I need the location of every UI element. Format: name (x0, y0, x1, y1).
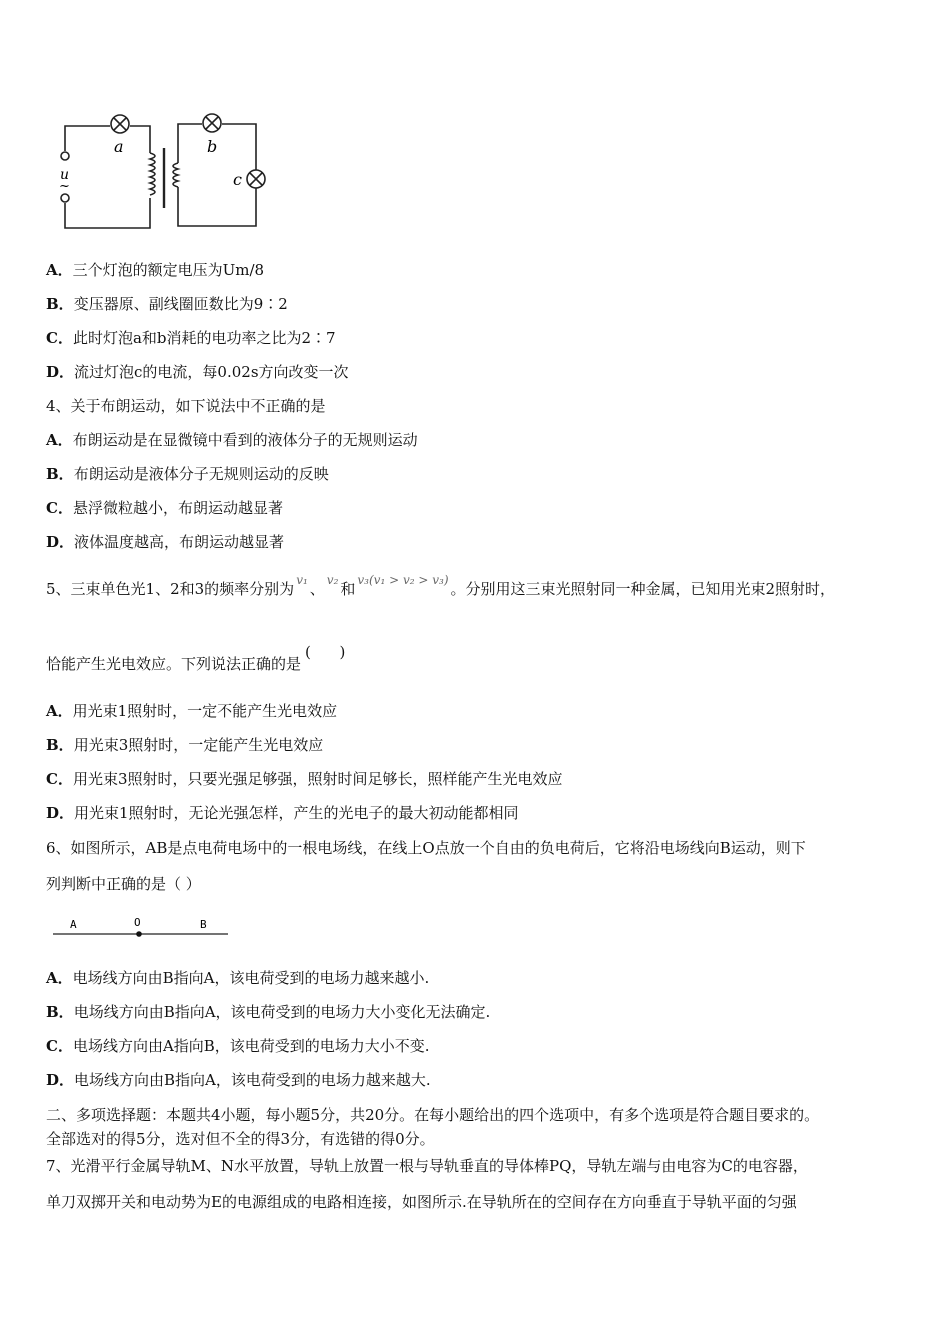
option-text: 电场线方向由B指向A，该电荷受到的电场力大小变化无法确定. (73, 1003, 491, 1021)
option-letter: B． (46, 736, 74, 754)
primary-wire (65, 126, 110, 151)
q5-stem-line1 (46, 573, 836, 600)
terminal-top (61, 152, 69, 160)
q5-stem-part2: 。分别用这三束光照射同一种金属，已知用光束2照射时， (450, 580, 836, 598)
formula-v1: v₁ (296, 573, 308, 587)
q5-stem-line2 (46, 643, 346, 674)
label-a: a (114, 137, 124, 156)
q7-stem-line2: 单刀双掷开关和电动势为E的电源组成的电路相连接，如图所示.在导轨所在的空间存在方向垂直于导轨平面的匀强 (46, 1193, 797, 1211)
q5-sep: 、 (309, 580, 325, 598)
formula-v3: v₃(v₁ > v₂ > v₃) (357, 573, 449, 587)
q6-option-a (46, 968, 429, 988)
q3-option-b (46, 294, 288, 314)
q3-option-d (46, 362, 349, 382)
q6-option-b (46, 1002, 490, 1022)
q4-option-d (46, 532, 284, 552)
option-text: 液体温度越高，布朗运动越显著 (74, 533, 285, 551)
option-letter: C． (46, 770, 73, 788)
q4-option-b (46, 464, 329, 484)
option-letter: D． (46, 533, 75, 551)
q3-option-c (46, 328, 336, 348)
option-letter: B． (46, 295, 74, 313)
answer-blank: ( ) (305, 643, 346, 661)
label-u: u (60, 167, 70, 183)
option-text: 布朗运动是液体分子无规则运动的反映 (73, 465, 329, 483)
option-text: 用光束3照射时，只要光强足够强，照射时间足够长，照样能产生光电效应 (72, 770, 563, 788)
secondary-wire-top (178, 124, 202, 163)
secondary-wire-bottom (178, 187, 256, 226)
primary-wire-bottom (65, 198, 150, 228)
q6-option-d (46, 1070, 431, 1090)
label-A: A (70, 918, 77, 931)
option-letter: B． (46, 465, 74, 483)
label-b: b (207, 137, 218, 156)
q6-stem-line1: 6、如图所示，AB是点电荷电场中的一根电场线，在线上O点放一个自由的负电荷后，它将沿电场线向B运动，则下 (46, 839, 806, 857)
option-letter: A． (46, 969, 73, 987)
option-letter: D． (46, 363, 75, 381)
option-letter: C． (46, 1037, 73, 1055)
option-letter: A． (46, 431, 73, 449)
option-text: 电场线方向由A指向B，该电荷受到的电场力大小不变. (72, 1037, 430, 1055)
option-text: 此时灯泡a和b消耗的电功率之比为2∶7 (72, 329, 336, 347)
q5-option-b (46, 735, 323, 755)
option-text: 电场线方向由B指向A，该电荷受到的电场力越来越小. (72, 969, 430, 987)
q5-option-d (46, 803, 519, 823)
option-text: 电场线方向由B指向A，该电荷受到的电场力越来越大. (74, 1071, 431, 1089)
q5-stem-part1: 5、三束单色光1、2和3的频率分别为 (46, 580, 295, 598)
option-letter: A． (46, 261, 73, 279)
secondary-coil (173, 163, 178, 187)
q4-stem: 4、关于布朗运动，如下说法中不正确的是 (46, 397, 326, 415)
q5-stem-line2-text: 恰能产生光电效应。下列说法正确的是 (46, 655, 302, 673)
option-text: 三个灯泡的额定电压为Um/8 (72, 261, 265, 279)
primary-coil (150, 153, 155, 195)
point-o (136, 931, 142, 937)
section2-heading-line2: 全部选对的得5分，选对但不全的得3分，有选错的得0分。 (46, 1130, 435, 1148)
q3-option-a (46, 260, 264, 280)
q4-option-c (46, 498, 283, 518)
electric-field-line-figure (50, 912, 235, 940)
q6-stem-line2: 列判断中正确的是（ ） (46, 875, 201, 893)
q5-option-a (46, 701, 337, 721)
option-text: 用光束1照射时，一定不能产生光电效应 (72, 702, 338, 720)
section2-heading-line1: 二、多项选择题：本题共4小题，每小题5分，共20分。在每小题给出的四个选项中，有多个选项是符合题目要求的。 (46, 1106, 820, 1124)
label-c: c (233, 170, 242, 189)
option-letter: A． (46, 702, 73, 720)
option-text: 用光束1照射时，无论光强怎样，产生的光电子的最大初动能都相同 (74, 804, 519, 822)
option-text: 变压器原、副线圈匝数比为9∶2 (73, 295, 288, 313)
formula-v2: v₂ (326, 573, 339, 587)
q4-option-a (46, 430, 418, 450)
q6-option-c (46, 1036, 430, 1056)
label-B: B (200, 918, 207, 931)
option-letter: D． (46, 804, 75, 822)
label-ac: ~ (59, 179, 70, 194)
q5-option-c (46, 769, 563, 789)
option-text: 流过灯泡c的电流，每0.02s方向改变一次 (74, 363, 349, 381)
option-letter: D． (46, 1071, 75, 1089)
terminal-bottom (61, 194, 69, 202)
q5-and-word: 和 (340, 580, 356, 598)
option-letter: C． (46, 329, 73, 347)
option-text: 用光束3照射时，一定能产生光电效应 (73, 736, 324, 754)
q7-stem-line1: 7、光滑平行金属导轨M、N水平放置，导轨上放置一根与导轨垂直的导体棒PQ，导轨左端与由电容为C的电容器， (46, 1157, 808, 1175)
option-text: 布朗运动是在显微镜中看到的液体分子的无规则运动 (72, 431, 418, 449)
label-O: O (134, 916, 141, 929)
transformer-circuit-figure (50, 108, 280, 243)
option-letter: C． (46, 499, 73, 517)
option-text: 悬浮微粒越小，布朗运动越显著 (72, 499, 283, 517)
secondary-wire-right (222, 124, 256, 170)
primary-wire-right (130, 126, 150, 153)
option-letter: B． (46, 1003, 74, 1021)
